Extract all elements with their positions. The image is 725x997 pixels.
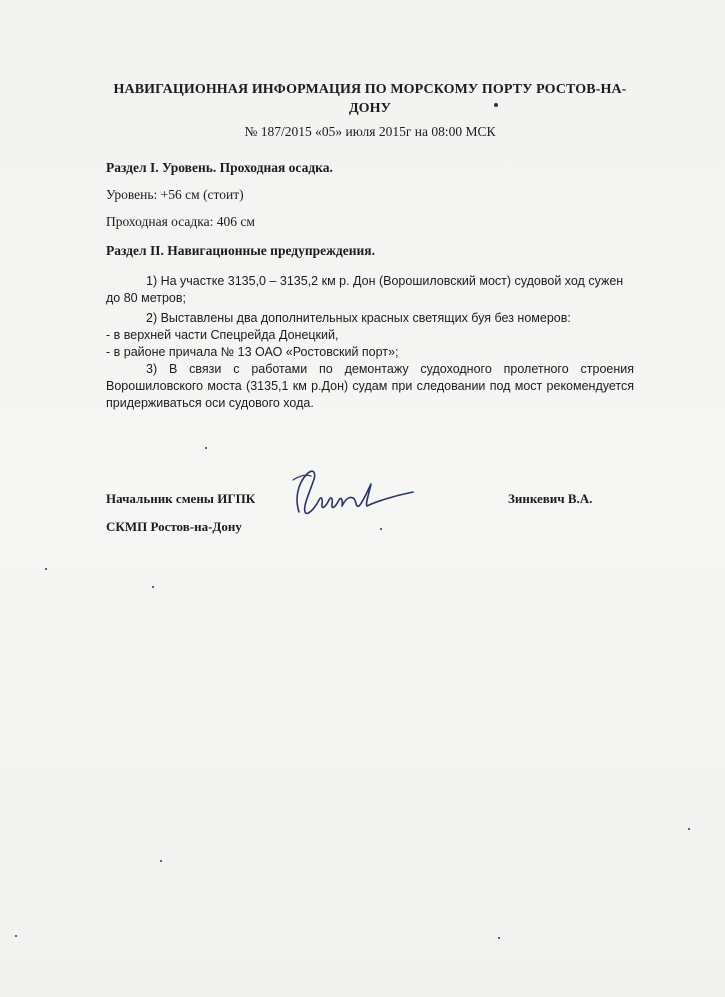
scan-speck xyxy=(494,103,498,107)
warning-item-2: 2) Выставлены два дополнительных красных светящих буя без номеров: xyxy=(146,311,571,325)
signatory-name: Зинкевич В.А. xyxy=(508,491,593,506)
passage-draft: Проходная осадка: 406 см xyxy=(106,214,255,229)
signatory-position-line-2: СКМП Ростов-на-Дону xyxy=(106,519,242,534)
scan-speck xyxy=(498,937,500,939)
scan-speck xyxy=(15,935,17,937)
warning-item-2-b: - в районе причала № 13 ОАО «Ростовский порт»; xyxy=(106,345,399,359)
handwritten-signature xyxy=(285,462,425,529)
warnings-list xyxy=(106,273,634,412)
scan-speck xyxy=(45,568,47,570)
scan-speck xyxy=(688,828,690,830)
warning-item-3: 3) В связи с работами по демонтажу судоходного пролетного строения Ворошиловского моста (3135,1 км р.Дон) судам при следовании под мост рекомендуется придерживаться оси судового хода. xyxy=(106,362,634,410)
scan-speck xyxy=(205,447,207,449)
scan-speck xyxy=(160,860,162,862)
water-level: Уровень: +56 см (стоит) xyxy=(106,187,244,202)
warning-item-2-a: - в верхней части Спецрейда Донецкий, xyxy=(106,328,339,342)
warning-item-1: 1) На участке 3135,0 – 3135,2 км р. Дон (Ворошиловский мост) судовой ход сужен до 80 метров; xyxy=(106,274,624,305)
scan-speck xyxy=(380,528,382,530)
document-title: НАВИГАЦИОННАЯ ИНФОРМАЦИЯ ПО МОРСКОМУ ПОРТУ РОСТОВ-НА-ДОНУ xyxy=(113,82,627,116)
section-1-heading: Раздел I. Уровень. Проходная осадка. xyxy=(106,160,333,175)
signatory-position-line-1: Начальник смены ИГПК xyxy=(106,491,256,506)
scan-speck xyxy=(152,586,154,588)
section-2-heading: Раздел II. Навигационные предупреждения. xyxy=(106,243,375,258)
document-number-date: № 187/2015 «05» июля 2015г на 08:00 МСК xyxy=(244,124,496,139)
signature-icon xyxy=(285,462,425,524)
